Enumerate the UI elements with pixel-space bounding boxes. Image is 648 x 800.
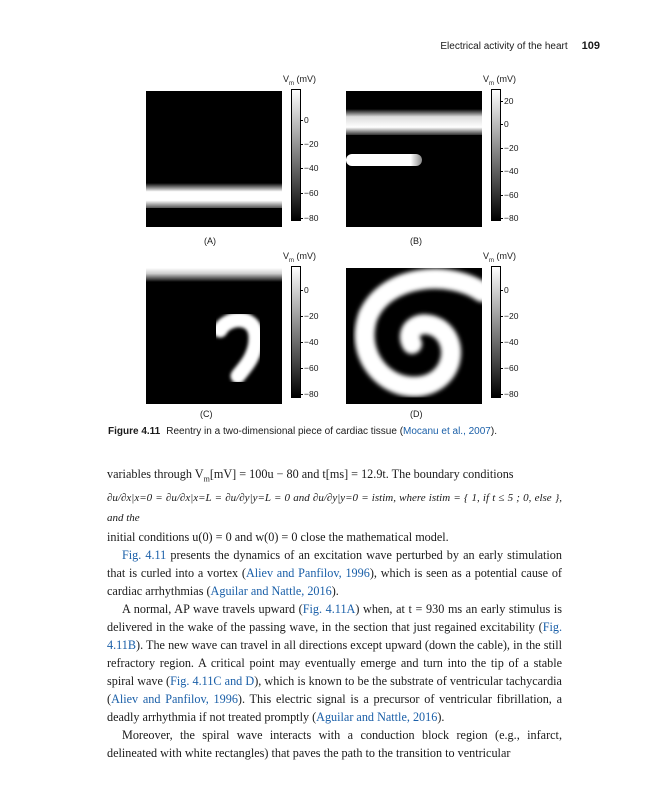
colorbar-a-tick: −20 <box>304 139 319 149</box>
paragraph-1-end: initial conditions u(0) = 0 and w(0) = 0 close the mathematical model. <box>107 530 449 545</box>
colorbar-b-tick: −60 <box>504 190 519 200</box>
fig-ref-link[interactable]: Fig. 4.11A <box>302 602 356 617</box>
colorbar-b-tick: −20 <box>504 143 519 153</box>
colorbar-a-tick: −80 <box>304 213 319 223</box>
paragraph-1: variables through $V_m[mV] = 100u - 80$ and t[ms] = 12.9t. The boundary conditions <box>107 467 514 484</box>
running-title: Electrical activity of the heart <box>440 41 568 52</box>
body-text <box>107 465 562 762</box>
panel-c-image <box>146 268 282 404</box>
colorbar-d-tick: 0 <box>504 285 509 295</box>
running-head <box>0 40 600 52</box>
citation-link[interactable]: Aliev and Panfilov, 1996 <box>111 692 238 707</box>
panel-b-label: (B) <box>410 236 422 246</box>
colorbar-b-gradient <box>491 89 501 221</box>
panel-a-label: (A) <box>204 236 216 246</box>
colorbar-c-gradient <box>291 266 301 398</box>
figure-caption: Figure 4.11 Reentry in a two-dimensional piece of cardiac tissue (Mocanu et al., 2007). <box>108 426 497 437</box>
colorbar-a-tick: −60 <box>304 188 319 198</box>
colorbar-c-title: $V_m$ (mV) <box>283 251 317 264</box>
boundary-equation: ∂u/∂x|x=0 = ∂u/∂x|x=L = ∂u/∂y|y=L = 0 and ∂u/∂y|y=0 = istim, where istim = { 1, if t ≤ 5 ; 0, else }, and the <box>107 492 562 525</box>
fig-ref-link[interactable]: Fig. 4.11C and D <box>170 674 255 689</box>
colorbar-c-tick: 0 <box>304 285 309 295</box>
colorbar-b-tick: −80 <box>504 213 519 223</box>
colorbar-d-tick: −60 <box>504 363 519 373</box>
panel-d-image <box>346 268 482 404</box>
colorbar-a-tick: −40 <box>304 163 319 173</box>
colorbar-d <box>483 251 543 411</box>
colorbar-a <box>283 74 343 234</box>
colorbar-c <box>283 251 343 411</box>
colorbar-b-tick: 0 <box>504 119 509 129</box>
paragraph-3: A normal, AP wave travels upward (Fig. 4.11A) when, at t = 930 ms an early stimulus is delivered in the wake of the passing wave, in the section that just regained excitability (Fig. 4.11B). The new wave can travel in all directions except upward (down the cable), in the still refractory region. A critical point may eventually emerge and turn into the tip of a stable spiral wave (Fig. 4.11C and D), which is known to be the substrate of ventricular tachycardia (Aliev and Panfilov, 1996). This electric signal is a precursor of ventricular fibrillation, a deadly arrhythmia if not treated promptly (Aguilar and Nattle, 2016). <box>107 602 563 725</box>
citation-link[interactable]: Aguilar and Nattle, 2016 <box>316 710 438 725</box>
colorbar-d-tick: −80 <box>504 389 519 399</box>
colorbar-d-title: $V_m$ (mV) <box>483 251 517 264</box>
citation-link[interactable]: Aguilar and Nattle, 2016 <box>210 584 332 599</box>
colorbar-d-tick: −40 <box>504 337 519 347</box>
colorbar-b <box>483 74 543 234</box>
colorbar-c-tick: −40 <box>304 337 319 347</box>
panel-d-label: (D) <box>410 409 423 419</box>
caption-citation-link[interactable]: Mocanu et al., 2007 <box>403 426 491 437</box>
fig-ref-link[interactable]: Fig. 4.11 <box>122 548 167 563</box>
panel-c-label: (C) <box>200 409 213 419</box>
colorbar-c-tick: −20 <box>304 311 319 321</box>
colorbar-a-tick: 0 <box>304 115 309 125</box>
colorbar-b-tick: −40 <box>504 166 519 176</box>
page-number: 109 <box>581 40 600 52</box>
colorbar-d-tick: −20 <box>504 311 519 321</box>
colorbar-c-tick: −60 <box>304 363 319 373</box>
panel-a-image <box>146 91 282 227</box>
colorbar-d-gradient <box>491 266 501 398</box>
colorbar-a-gradient <box>291 89 301 221</box>
citation-link[interactable]: Aliev and Panfilov, 1996 <box>245 566 370 581</box>
colorbar-b-title: $V_m$ (mV) <box>483 74 517 87</box>
panel-b-image <box>346 91 482 227</box>
paragraph-2: Fig. 4.11 presents the dynamics of an excitation wave perturbed by an early stimulation that is curled into a vortex (Aliev and Panfilov, 1996), which is seen as a potential cause of cardiac arrhythmias (Aguilar and Nattle, 2016). <box>107 548 562 599</box>
fig-ref-link[interactable]: Fig. 4.11B <box>107 620 562 653</box>
figure-label: Figure 4.11 <box>108 426 161 437</box>
colorbar-b-tick: 20 <box>504 96 514 106</box>
colorbar-a-title: $V_m$ (mV) <box>283 74 317 87</box>
colorbar-c-tick: −80 <box>304 389 319 399</box>
paragraph-4: Moreover, the spiral wave interacts with a conduction block region (e.g., infarct, delineated with white rectangles) that paves the path to the transition to ventricular <box>107 728 562 761</box>
